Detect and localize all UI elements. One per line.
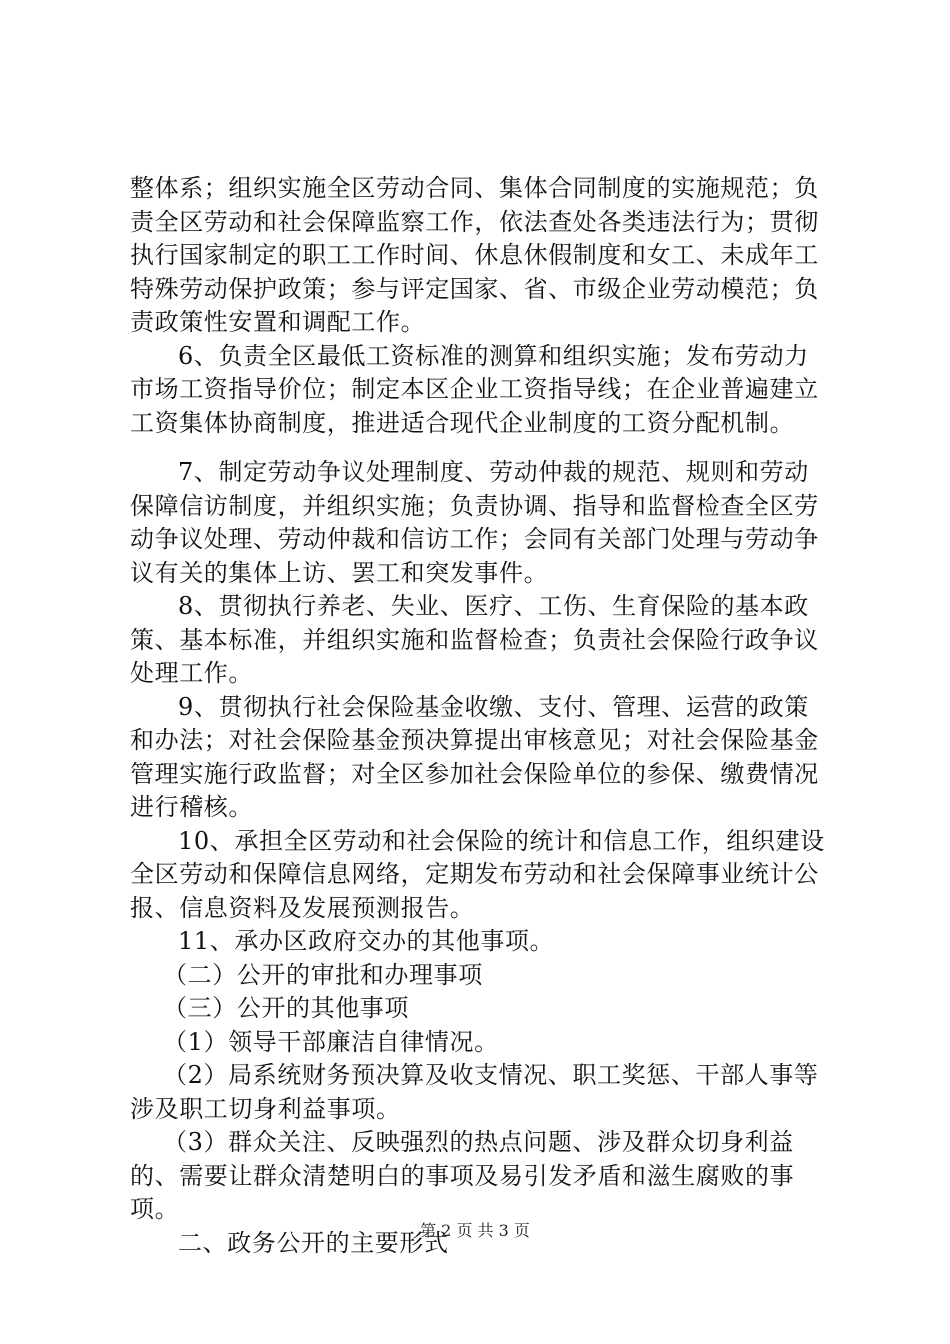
paragraph-sub-item-1: （1）领导干部廉洁自律情况。 [163, 1027, 499, 1056]
page-number-footer: 第 2 页 共 3 页 [420, 1221, 530, 1240]
paragraph-item-11: 11、承办区政府交办的其他事项。 [178, 927, 555, 955]
paragraph-continuation: 整体系；组织实施全区劳动合同、集体合同制度的实施规范；负责全区劳动和社会保障监察工作，依法查处各类违法行为；贯彻执行国家制定的职工工作时间、休息休假制度和女工、未成年工特殊劳动保护政策；参与评定国家、省、市级企业劳动模范；负责政策性安置和调配工作。 [130, 174, 819, 336]
paragraph-item-8: 8、贯彻执行养老、失业、医疗、工伤、生育保险的基本政策、基本标准，并组织实施和监督检查；负责社会保险行政争议处理工作。 [130, 592, 819, 687]
paragraph-item-9: 9、贯彻执行社会保险基金收缴、支付、管理、运营的政策和办法；对社会保险基金预决算提出审核意见；对社会保险基金管理实施行政监督；对全区参加社会保险单位的参保、缴费情况进行稽核。 [130, 692, 819, 821]
paragraph-item-6: 6、负责全区最低工资标准的测算和组织实施；发布劳动力市场工资指导价位；制定本区企业工资指导线；在企业普遍建立工资集体协商制度，推进适合现代企业制度的工资分配机制。 [130, 341, 819, 437]
section-heading-main-forms: 二、政务公开的主要形式 [178, 1228, 449, 1257]
paragraph-sub-item-3: （3）群众关注、反映强烈的热点问题、涉及群众切身利益的、需要让群众清楚明白的事项及易引发矛盾和滋生腐败的事项。 [130, 1128, 795, 1223]
paragraph-item-7: 7、制定劳动争议处理制度、劳动仲裁的规范、规则和劳动保障信访制度，并组织实施；负责协调、指导和监督检查全区劳动争议处理、劳动仲裁和信访工作；会同有关部门处理与劳动争议有关的集体上访、罢工和突发事件。 [130, 458, 819, 587]
section-heading-approval-items: （二）公开的审批和办理事项 [163, 960, 483, 989]
section-heading-other-items: （三）公开的其他事项 [163, 994, 409, 1022]
paragraph-sub-item-2: （2）局系统财务预决算及收支情况、职工奖惩、干部人事等涉及职工切身利益事项。 [130, 1061, 819, 1123]
paragraph-item-10: 10、承担全区劳动和社会保险的统计和信息工作，组织建设全区劳动和保障信息网络，定期发布劳动和社会保障事业统计公报、信息资料及发展预测报告。 [130, 826, 825, 922]
document-body [130, 172, 830, 1260]
